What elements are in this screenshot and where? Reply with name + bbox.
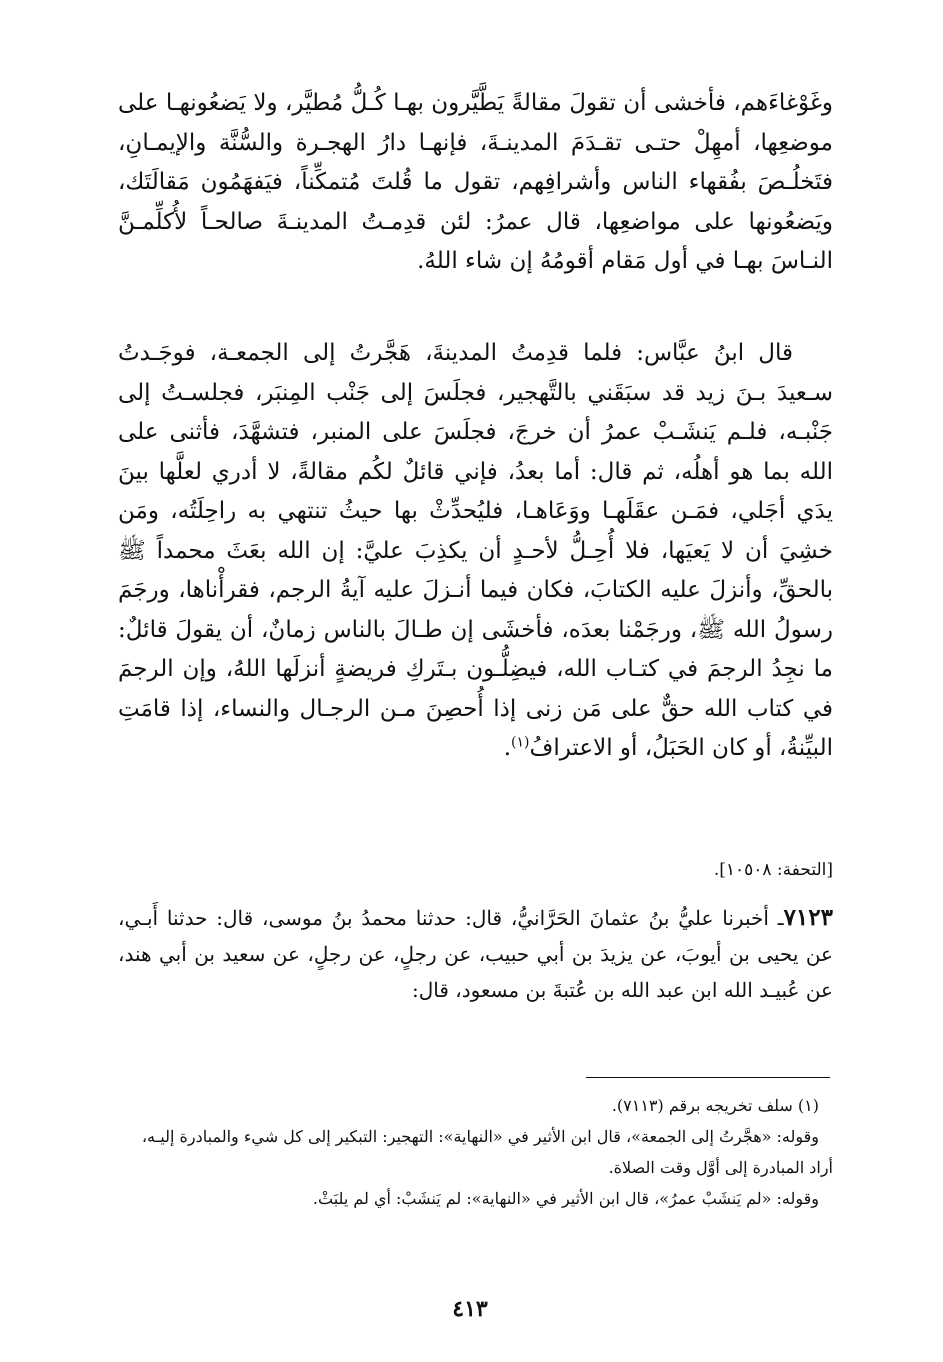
footnote-1: (١) سلف تخريجه برقم (٧١١٣). [611, 1096, 819, 1115]
hadith-entry [118, 900, 833, 1008]
hadith-number: ٧١٢٣ [783, 904, 833, 931]
footnotes [118, 1090, 833, 1214]
footnote-separator [586, 1077, 830, 1078]
paragraph-ibn-abbas [118, 334, 833, 769]
footnote-2-line-2: أراد المبادرة إلى أوَّل وقت الصلاة. [608, 1158, 833, 1177]
paragraph-continuation: وغَوْغاءَهم، فأخشى أن تقولَ مقالةً يَطَّيَّرون بهـا كُـلُّ مُطيَّر، ولا يَضعُونهـا على موضعِها، أمهِلْ حتـى تقـدَمَ المدينـةَ، فإنهـا دارُ الهجـرة والسُّنَّة والإيمـانِ، فتَخلُـصَ بفُقهاء الناس وأشرافِهم، تقول ما قُلتَ مُتمكِّناً، فيَفهَمُون مَقالَتَك، ويَضعُونها على مواضعِها، قال عمرُ: لئن قدِمـتُ المدينـةَ صالحـاً لأُكلِّمـنَّ النـاسَ بهـا في أول مَقام أقومُهُ إن شاء اللهُ. [118, 90, 833, 274]
hadith-chain-text: ـ أخبرنا عليُّ بنُ عثمانَ الحَرَّانيُّ، قال: حدثنا محمدُ بنُ موسى، قال: حدثنا أَبـي، عن يحيى بن أيوبَ، عن يزيدَ بن أبي حبيب، عن رجلٍ، عن رجلٍ، عن سعيد بن أبي هند، عن عُبيـد الله ابن عبد الله بن عُتبةَ بن مسعود، قال: [118, 906, 833, 1002]
paragraph-ibn-abbas-text: قال ابنُ عبَّاس: فلما قدِمتُ المدينةَ، هَجَّرتُ إلى الجمعـة، فوجَـدتُ سـعيدَ بـنَ زيد قد سبَقَني بالتَّهجير، فجلَسَ إلى جَنْب المِنبَر، فجلسـتُ إلى جَنْبـه، فلـم يَنشَـبْ عمرُ أن خرجَ، فجلَسَ على المنبر، فتشهَّدَ، فأثنى على الله بما هو أهلُه، ثم قال: أما بعدُ، فإني قائلٌ لكُم مقالةً، لا أدري لعلَّها بينَ يدَي أجَلي، فمَـن عقَلَهـا ووَعَاهـا، فليُحدِّثْ بها حيثُ تنتهي به راحِلَتُه، ومَن خشِيَ أن لا يَعيَها، فلا أُحِـلُّ لأحـدٍ أن يكذِبَ عليَّ: إن الله بعَثَ محمداً ﷺ بالحقِّ، وأنزلَ عليه الكتابَ، فكان فيما أنـزلَ عليه آيةُ الرجم، فقرأْناها، ورجَمَ رسولُ الله ﷺ، ورجَمْنا بعدَه، فأخشَى إن طـالَ بالناس زمانٌ، أن يقولَ قائلٌ: ما نجِدُ الرجمَ في كتـاب الله، فيضِلُّـون بـتَركِ فريضةٍ أنزلَها اللهُ، وإن الرجمَ في كتاب الله حقٌّ على مَن زنى إذا أُحصِنَ مـن الرجـال والنساء، إذا قامَتِ البيِّنةُ، أو كان الحَبَلُ، أو الاعترافُ [118, 340, 833, 761]
page-number: ٤١٣ [452, 1296, 488, 1322]
tuhfa-citation: [التحفة: ١٠٥٠٨]. [713, 860, 833, 880]
paragraph-end-mark: . [503, 735, 512, 761]
footnote-reference: (١) [511, 734, 530, 751]
footnote-2-line-1: وقوله: «هجَّرتُ إلى الجمعة»، قال ابن الأثير في «النهاية»: التهجير: التبكير إلى كل شيء والمبادرة إليـه، [141, 1127, 819, 1146]
footnote-3: وقوله: «لم يَنشَبْ عمرُ»، قال ابن الأثير في «النهاية»: لم يَنشَبْ: أي لم يلبَثْ. [312, 1189, 819, 1208]
